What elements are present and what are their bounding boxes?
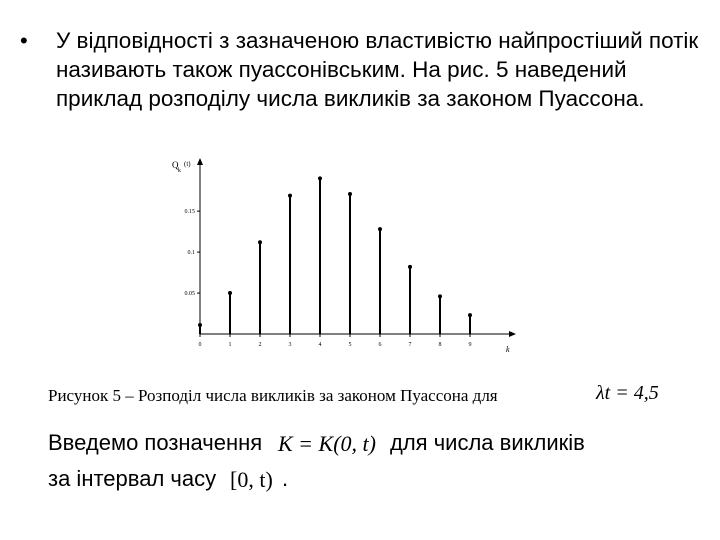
y-ticks — [185, 209, 201, 297]
bars — [198, 176, 472, 334]
chart-svg — [150, 150, 530, 365]
y-axis-label: Q — [172, 160, 179, 170]
bar-point-5 — [348, 192, 352, 196]
bar-point-1 — [228, 291, 232, 295]
definition-line2-prefix: за інтервал часу — [48, 466, 217, 491]
y-tick-label: 0.05 — [184, 291, 195, 298]
definition-line2-formula: [0, t) — [230, 467, 273, 492]
definition-line1-prefix: Введемо позначення — [48, 430, 263, 455]
bullet-mark: • — [20, 28, 28, 53]
x-tick-label: 9 — [468, 342, 472, 348]
bar-point-2 — [258, 240, 262, 244]
poisson-chart — [150, 150, 530, 365]
definition-line1-formula: K = K(0, t) — [278, 431, 376, 456]
x-tick-label: 7 — [408, 342, 412, 348]
x-tick-label: 8 — [438, 342, 442, 348]
bar-point-4 — [318, 176, 322, 180]
x-tick-label: 3 — [288, 342, 292, 348]
y-tick-label: 0.1 — [187, 250, 195, 257]
x-tick-label: 5 — [348, 342, 352, 348]
caption-formula: λt = 4,5 — [596, 382, 659, 404]
x-axis-arrow — [509, 331, 516, 337]
x-tick-label: 4 — [318, 342, 322, 348]
bar-point-9 — [468, 313, 472, 317]
y-axis-label-sub: k — [178, 168, 181, 174]
bar-point-3 — [288, 194, 292, 198]
bar-point-0 — [198, 323, 202, 327]
y-tick-label: 0.15 — [184, 209, 195, 216]
bullet-text: У відповідності з зазначеною властивістю найпростіший потік називають також пуассонівським. На рис. 5 наведений приклад розподілу числа викликів за законом Пуассона. — [56, 28, 699, 111]
y-axis-arrow — [197, 158, 203, 165]
x-tick-label: 2 — [258, 342, 262, 348]
x-tick-label: 0 — [198, 342, 202, 348]
x-tick-label: 6 — [378, 342, 382, 348]
x-axis-label: k — [506, 345, 510, 354]
bar-point-8 — [438, 294, 442, 298]
bullet-paragraph — [14, 26, 704, 113]
x-ticks — [199, 334, 472, 348]
figure-caption: Рисунок 5 – Розподіл числа викликів за законом Пуассона для — [48, 386, 498, 405]
definition-line1-suffix: для числа викликів — [390, 430, 585, 455]
y-axis-label-arg: (t) — [184, 160, 191, 168]
bar-point-6 — [378, 227, 382, 231]
definition-line2-suffix: . — [282, 466, 289, 491]
bar-point-7 — [408, 265, 412, 269]
x-tick-label: 1 — [228, 342, 232, 348]
